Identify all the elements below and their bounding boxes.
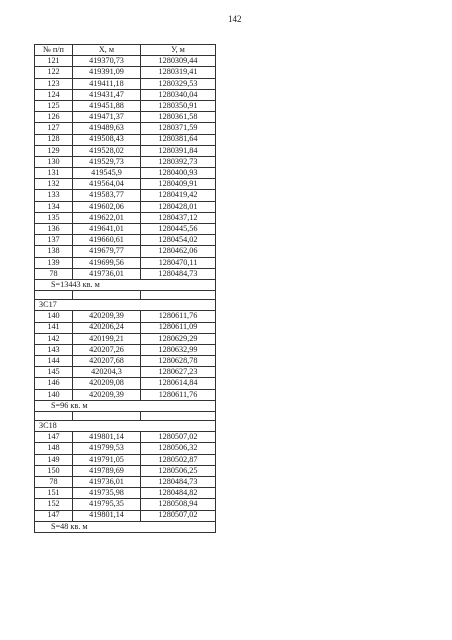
x-coordinate-cell: 420207,26 bbox=[73, 344, 141, 355]
y-coordinate-cell: 1280400,93 bbox=[141, 168, 216, 179]
table-row bbox=[35, 333, 216, 344]
point-number-cell: 78 bbox=[35, 268, 73, 279]
x-coordinate-cell: 419528,02 bbox=[73, 145, 141, 156]
table-row bbox=[35, 156, 216, 167]
x-coordinate-cell: 420204,3 bbox=[73, 367, 141, 378]
y-coordinate-cell: 1280484,73 bbox=[141, 268, 216, 279]
x-coordinate-cell: 419370,73 bbox=[73, 56, 141, 67]
y-coordinate-cell: 1280437,12 bbox=[141, 212, 216, 223]
table-row bbox=[35, 190, 216, 201]
point-number-cell: 141 bbox=[35, 322, 73, 333]
blank-cell bbox=[141, 412, 216, 421]
point-number-cell: 123 bbox=[35, 78, 73, 89]
y-coordinate-cell: 1280409,91 bbox=[141, 179, 216, 190]
table-row bbox=[35, 67, 216, 78]
y-coordinate-cell: 1280371,59 bbox=[141, 123, 216, 134]
point-number-cell: 136 bbox=[35, 224, 73, 235]
y-coordinate-cell: 1280329,53 bbox=[141, 78, 216, 89]
point-number-cell: 140 bbox=[35, 389, 73, 400]
blank-cell bbox=[35, 412, 73, 421]
y-coordinate-cell: 1280632,99 bbox=[141, 344, 216, 355]
point-number-cell: 142 bbox=[35, 333, 73, 344]
x-coordinate-cell: 419789,69 bbox=[73, 465, 141, 476]
point-number-cell: 122 bbox=[35, 67, 73, 78]
y-coordinate-cell: 1280391,84 bbox=[141, 145, 216, 156]
table-row bbox=[35, 499, 216, 510]
table-row bbox=[35, 246, 216, 257]
table-row bbox=[35, 268, 216, 279]
point-number-cell: 125 bbox=[35, 100, 73, 111]
point-number-cell: 139 bbox=[35, 257, 73, 268]
y-coordinate-cell: 1280614,84 bbox=[141, 378, 216, 389]
y-coordinate-cell: 1280611,76 bbox=[141, 389, 216, 400]
y-coordinate-cell: 1280392,73 bbox=[141, 156, 216, 167]
table-row bbox=[35, 311, 216, 322]
table-row bbox=[35, 476, 216, 487]
header-point-number: № п/п bbox=[35, 45, 73, 56]
point-number-cell: 126 bbox=[35, 112, 73, 123]
table-row bbox=[35, 344, 216, 355]
x-coordinate-cell: 419736,01 bbox=[73, 476, 141, 487]
x-coordinate-cell: 419801,14 bbox=[73, 510, 141, 521]
y-coordinate-cell: 1280462,06 bbox=[141, 246, 216, 257]
point-number-cell: 128 bbox=[35, 134, 73, 145]
point-number-cell: 147 bbox=[35, 510, 73, 521]
y-coordinate-cell: 1280319,41 bbox=[141, 67, 216, 78]
area-total: S=96 кв. м bbox=[35, 400, 216, 411]
coordinates-table-body bbox=[35, 45, 216, 533]
table-row bbox=[35, 201, 216, 212]
point-number-cell: 132 bbox=[35, 179, 73, 190]
y-coordinate-cell: 1280611,09 bbox=[141, 322, 216, 333]
point-number-cell: 144 bbox=[35, 356, 73, 367]
y-coordinate-cell: 1280508,94 bbox=[141, 499, 216, 510]
area-total: S=48 кв. м bbox=[35, 521, 216, 532]
point-number-cell: 130 bbox=[35, 156, 73, 167]
x-coordinate-cell: 419508,43 bbox=[73, 134, 141, 145]
point-number-cell: 133 bbox=[35, 190, 73, 201]
table-row bbox=[35, 510, 216, 521]
x-coordinate-cell: 419583,77 bbox=[73, 190, 141, 201]
table-row bbox=[35, 322, 216, 333]
point-number-cell: 124 bbox=[35, 89, 73, 100]
y-coordinate-cell: 1280340,04 bbox=[141, 89, 216, 100]
y-coordinate-cell: 1280454,02 bbox=[141, 235, 216, 246]
x-coordinate-cell: 419529,73 bbox=[73, 156, 141, 167]
table-row bbox=[35, 212, 216, 223]
x-coordinate-cell: 420199,21 bbox=[73, 333, 141, 344]
x-coordinate-cell: 419735,98 bbox=[73, 488, 141, 499]
x-coordinate-cell: 420209,39 bbox=[73, 389, 141, 400]
blank-cell bbox=[35, 291, 73, 300]
table-row bbox=[35, 465, 216, 476]
table-row bbox=[35, 123, 216, 134]
x-coordinate-cell: 419801,14 bbox=[73, 432, 141, 443]
x-coordinate-cell: 420206,24 bbox=[73, 322, 141, 333]
point-number-cell: 135 bbox=[35, 212, 73, 223]
x-coordinate-cell: 419451,88 bbox=[73, 100, 141, 111]
table-row bbox=[35, 89, 216, 100]
point-number-cell: 150 bbox=[35, 465, 73, 476]
area-total: S=13443 кв. м bbox=[35, 279, 216, 290]
x-coordinate-cell: 419411,18 bbox=[73, 78, 141, 89]
y-coordinate-cell: 1280361,58 bbox=[141, 112, 216, 123]
y-coordinate-cell: 1280484,73 bbox=[141, 476, 216, 487]
point-number-cell: 121 bbox=[35, 56, 73, 67]
x-coordinate-cell: 419641,01 bbox=[73, 224, 141, 235]
x-coordinate-cell: 419791,05 bbox=[73, 454, 141, 465]
x-coordinate-cell: 420209,08 bbox=[73, 378, 141, 389]
table-row bbox=[35, 356, 216, 367]
page-number: 142 bbox=[228, 14, 242, 24]
y-coordinate-cell: 1280484,82 bbox=[141, 488, 216, 499]
x-coordinate-cell: 420207,68 bbox=[73, 356, 141, 367]
area-row bbox=[35, 279, 216, 290]
table-row bbox=[35, 257, 216, 268]
blank-cell bbox=[141, 291, 216, 300]
table-row bbox=[35, 78, 216, 89]
x-coordinate-cell: 419391,09 bbox=[73, 67, 141, 78]
table-row bbox=[35, 454, 216, 465]
y-coordinate-cell: 1280507,02 bbox=[141, 510, 216, 521]
point-number-cell: 138 bbox=[35, 246, 73, 257]
table-row bbox=[35, 367, 216, 378]
point-number-cell: 78 bbox=[35, 476, 73, 487]
y-coordinate-cell: 1280628,78 bbox=[141, 356, 216, 367]
point-number-cell: 145 bbox=[35, 367, 73, 378]
coordinates-table bbox=[34, 44, 216, 533]
header-y: У, м bbox=[141, 45, 216, 56]
x-coordinate-cell: 419736,01 bbox=[73, 268, 141, 279]
point-number-cell: 127 bbox=[35, 123, 73, 134]
x-coordinate-cell: 419564,04 bbox=[73, 179, 141, 190]
y-coordinate-cell: 1280309,44 bbox=[141, 56, 216, 67]
y-coordinate-cell: 1280350,91 bbox=[141, 100, 216, 111]
x-coordinate-cell: 419431,47 bbox=[73, 89, 141, 100]
point-number-cell: 152 bbox=[35, 499, 73, 510]
block-title-row bbox=[35, 421, 216, 432]
point-number-cell: 134 bbox=[35, 201, 73, 212]
y-coordinate-cell: 1280470,11 bbox=[141, 257, 216, 268]
area-row bbox=[35, 521, 216, 532]
table-row bbox=[35, 134, 216, 145]
table-row bbox=[35, 145, 216, 156]
x-coordinate-cell: 419602,06 bbox=[73, 201, 141, 212]
header-x: X, м bbox=[73, 45, 141, 56]
x-coordinate-cell: 420209,39 bbox=[73, 311, 141, 322]
table-row bbox=[35, 179, 216, 190]
table-row bbox=[35, 168, 216, 179]
x-coordinate-cell: 419795,35 bbox=[73, 499, 141, 510]
y-coordinate-cell: 1280419,42 bbox=[141, 190, 216, 201]
x-coordinate-cell: 419799,53 bbox=[73, 443, 141, 454]
table-row bbox=[35, 56, 216, 67]
point-number-cell: 143 bbox=[35, 344, 73, 355]
y-coordinate-cell: 1280507,02 bbox=[141, 432, 216, 443]
y-coordinate-cell: 1280445,56 bbox=[141, 224, 216, 235]
block-title: ЗС18 bbox=[35, 421, 216, 432]
x-coordinate-cell: 419622,01 bbox=[73, 212, 141, 223]
table-row bbox=[35, 100, 216, 111]
x-coordinate-cell: 419545,9 bbox=[73, 168, 141, 179]
table-row bbox=[35, 488, 216, 499]
table-row bbox=[35, 378, 216, 389]
x-coordinate-cell: 419660,61 bbox=[73, 235, 141, 246]
table-row bbox=[35, 443, 216, 454]
y-coordinate-cell: 1280506,25 bbox=[141, 465, 216, 476]
x-coordinate-cell: 419471,37 bbox=[73, 112, 141, 123]
point-number-cell: 149 bbox=[35, 454, 73, 465]
table-row bbox=[35, 112, 216, 123]
y-coordinate-cell: 1280381,64 bbox=[141, 134, 216, 145]
table-row bbox=[35, 389, 216, 400]
block-title: ЗС17 bbox=[35, 300, 216, 311]
point-number-cell: 129 bbox=[35, 145, 73, 156]
x-coordinate-cell: 419699,56 bbox=[73, 257, 141, 268]
blank-row bbox=[35, 291, 216, 300]
point-number-cell: 140 bbox=[35, 311, 73, 322]
y-coordinate-cell: 1280428,01 bbox=[141, 201, 216, 212]
table-row bbox=[35, 432, 216, 443]
table-row bbox=[35, 235, 216, 246]
y-coordinate-cell: 1280506,32 bbox=[141, 443, 216, 454]
y-coordinate-cell: 1280627,23 bbox=[141, 367, 216, 378]
area-row bbox=[35, 400, 216, 411]
x-coordinate-cell: 419489,63 bbox=[73, 123, 141, 134]
point-number-cell: 151 bbox=[35, 488, 73, 499]
y-coordinate-cell: 1280611,76 bbox=[141, 311, 216, 322]
blank-cell bbox=[73, 412, 141, 421]
point-number-cell: 147 bbox=[35, 432, 73, 443]
block-title-row bbox=[35, 300, 216, 311]
table-header-row bbox=[35, 45, 216, 56]
point-number-cell: 137 bbox=[35, 235, 73, 246]
y-coordinate-cell: 1280502,87 bbox=[141, 454, 216, 465]
y-coordinate-cell: 1280629,29 bbox=[141, 333, 216, 344]
table-row bbox=[35, 224, 216, 235]
blank-row bbox=[35, 412, 216, 421]
blank-cell bbox=[73, 291, 141, 300]
point-number-cell: 131 bbox=[35, 168, 73, 179]
point-number-cell: 148 bbox=[35, 443, 73, 454]
point-number-cell: 146 bbox=[35, 378, 73, 389]
x-coordinate-cell: 419679,77 bbox=[73, 246, 141, 257]
